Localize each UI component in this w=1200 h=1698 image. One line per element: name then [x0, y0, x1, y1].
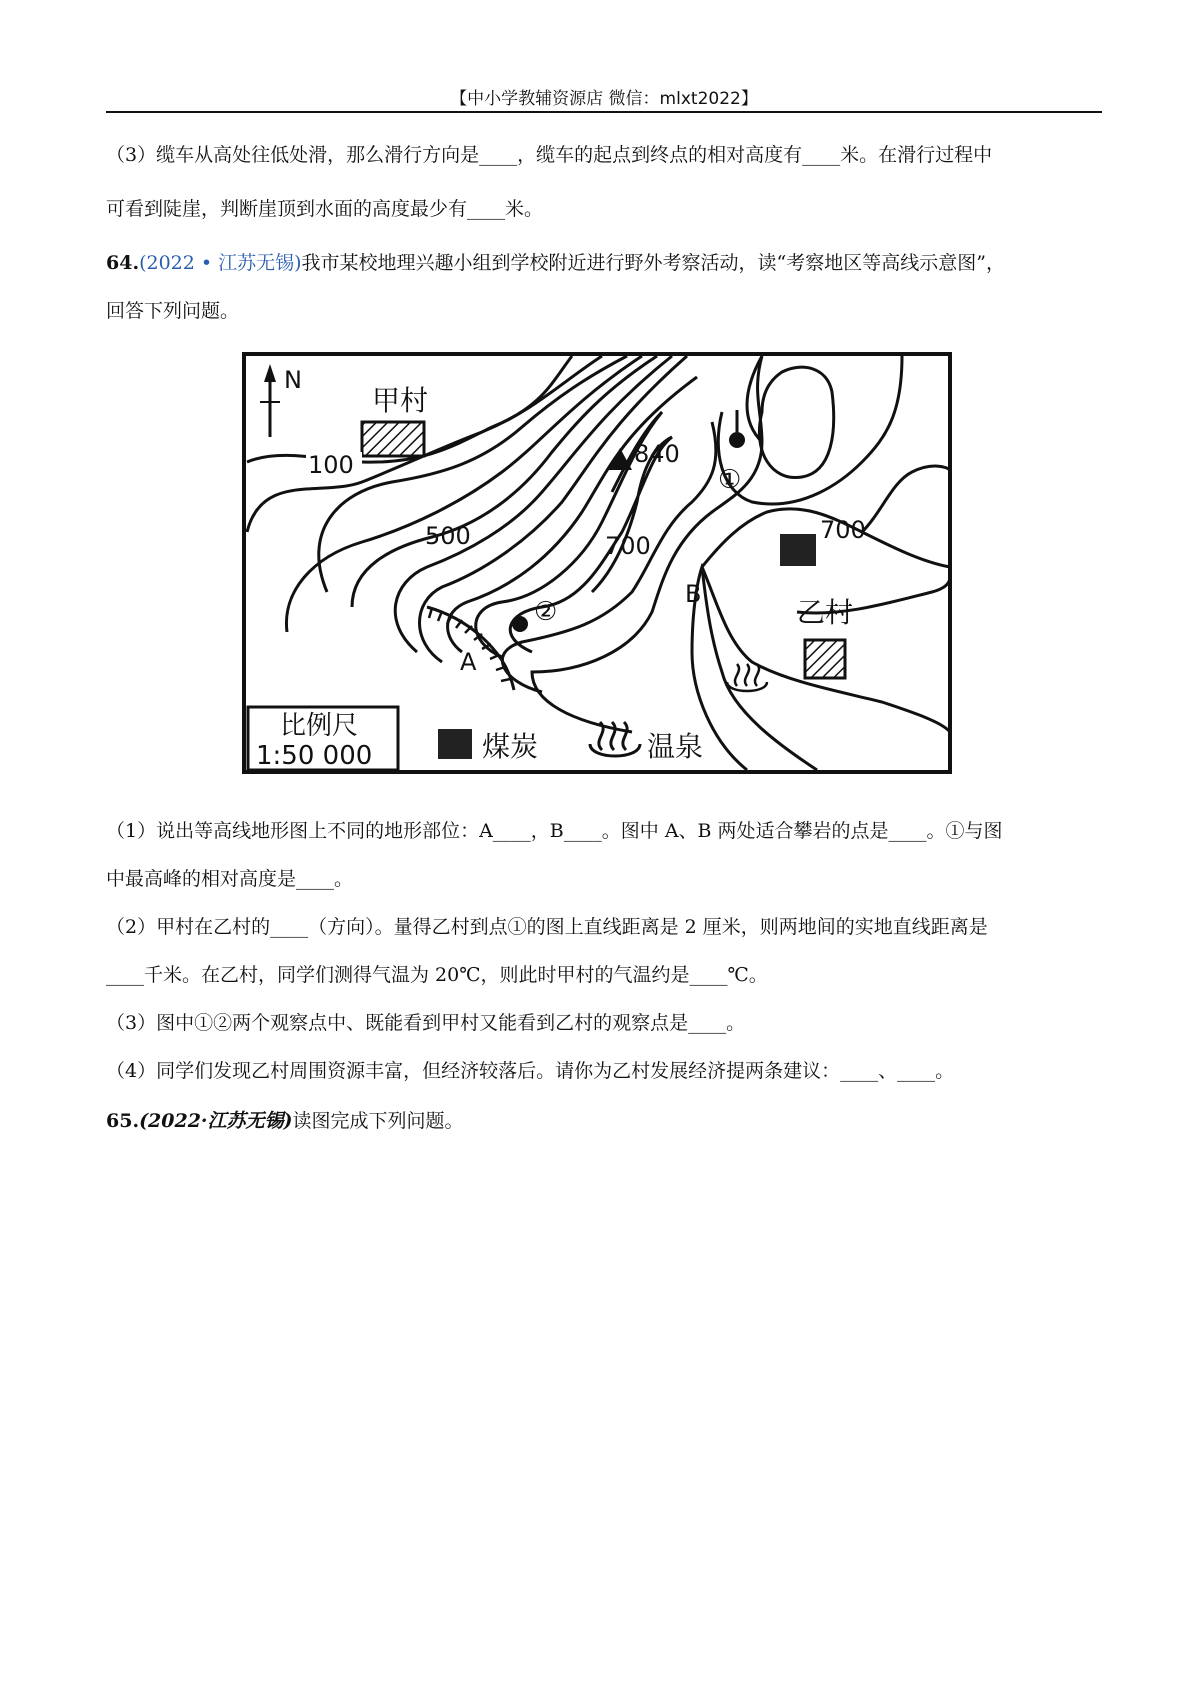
village-yi-label: 乙村 — [797, 596, 854, 629]
village-jia-symbol — [362, 422, 424, 456]
north-label: N — [284, 366, 302, 394]
q65-source: (2022·江苏无锡) — [139, 1110, 293, 1132]
q64-q4: （4）同学们发现乙村周围资源丰富，但经济较落后。请你为乙村发展经济提两条建议：____、____。 — [106, 1060, 955, 1082]
q65-stem — [106, 1108, 1102, 1134]
q64-source: (2022 • 江苏无锡) — [139, 252, 302, 274]
label-b: B — [685, 580, 702, 608]
q64-q1-line2: 中最高峰的相对高度是____。 — [106, 868, 354, 890]
q64-number: 64. — [106, 252, 140, 274]
coal-symbol — [780, 534, 816, 566]
point-1-dot — [729, 432, 745, 448]
q64-stem — [106, 250, 1102, 276]
contour-label-700-a: 700 — [605, 532, 651, 560]
contour-map — [242, 352, 952, 774]
q63-part3-line2: 可看到陡崖，判断崖顶到水面的高度最少有____米。 — [106, 198, 544, 220]
contour-label-500: 500 — [425, 522, 471, 550]
contour-label-700-b: 700 — [820, 516, 866, 544]
scale-value: 1:50 000 — [256, 741, 373, 771]
peak-elevation: 840 — [634, 440, 680, 468]
legend-spring-icon — [590, 722, 640, 756]
label-a: A — [460, 648, 477, 676]
header-rule — [106, 111, 1102, 113]
scale-title: 比例尺 — [280, 711, 359, 741]
legend-coal-label: 煤炭 — [482, 730, 539, 763]
q64-q2-line2: ____千米。在乙村，同学们测得气温为 20℃，则此时甲村的气温约是____℃。 — [106, 964, 768, 986]
q64-stem-line1: 我市某校地理兴趣小组到学校附近进行野外考察活动，读“考察地区等高线示意图”， — [301, 252, 1005, 274]
q64-q1-line1: （1）说出等高线地形图上不同的地形部位：A____，B____。图中 A、B 两处适合攀岩的点是____。①与图 — [106, 820, 1003, 842]
q64-q3: （3）图中①②两个观察点中、既能看到甲村又能看到乙村的观察点是____。 — [106, 1012, 746, 1034]
point-1-label: ① — [718, 465, 742, 495]
north-arrow — [260, 364, 302, 437]
village-yi-symbol — [805, 640, 845, 678]
village-jia-label: 甲村 — [372, 384, 429, 417]
legend-spring-label: 温泉 — [647, 730, 704, 763]
q63-part3-line1: （3）缆车从高处往低处滑，那么滑行方向是____，缆车的起点到终点的相对高度有____米。在滑行过程中 — [106, 144, 993, 166]
point-2-dot — [512, 616, 528, 632]
contour-label-100: 100 — [308, 451, 354, 479]
q64-stem-line2: 回答下列问题。 — [106, 300, 240, 322]
q64-q2-line1: （2）甲村在乙村的____（方向）。量得乙村到点①的图上直线距离是 2 厘米，则两地间的实地直线距离是 — [106, 916, 988, 938]
point-2-label: ② — [534, 597, 558, 627]
q65-number: 65. — [106, 1110, 140, 1132]
q65-stem-text: 读图完成下列问题。 — [292, 1110, 464, 1132]
page-header: 【中小学教辅资源店 微信：mlxt2022】 — [450, 89, 758, 109]
legend-coal-icon — [438, 729, 472, 759]
